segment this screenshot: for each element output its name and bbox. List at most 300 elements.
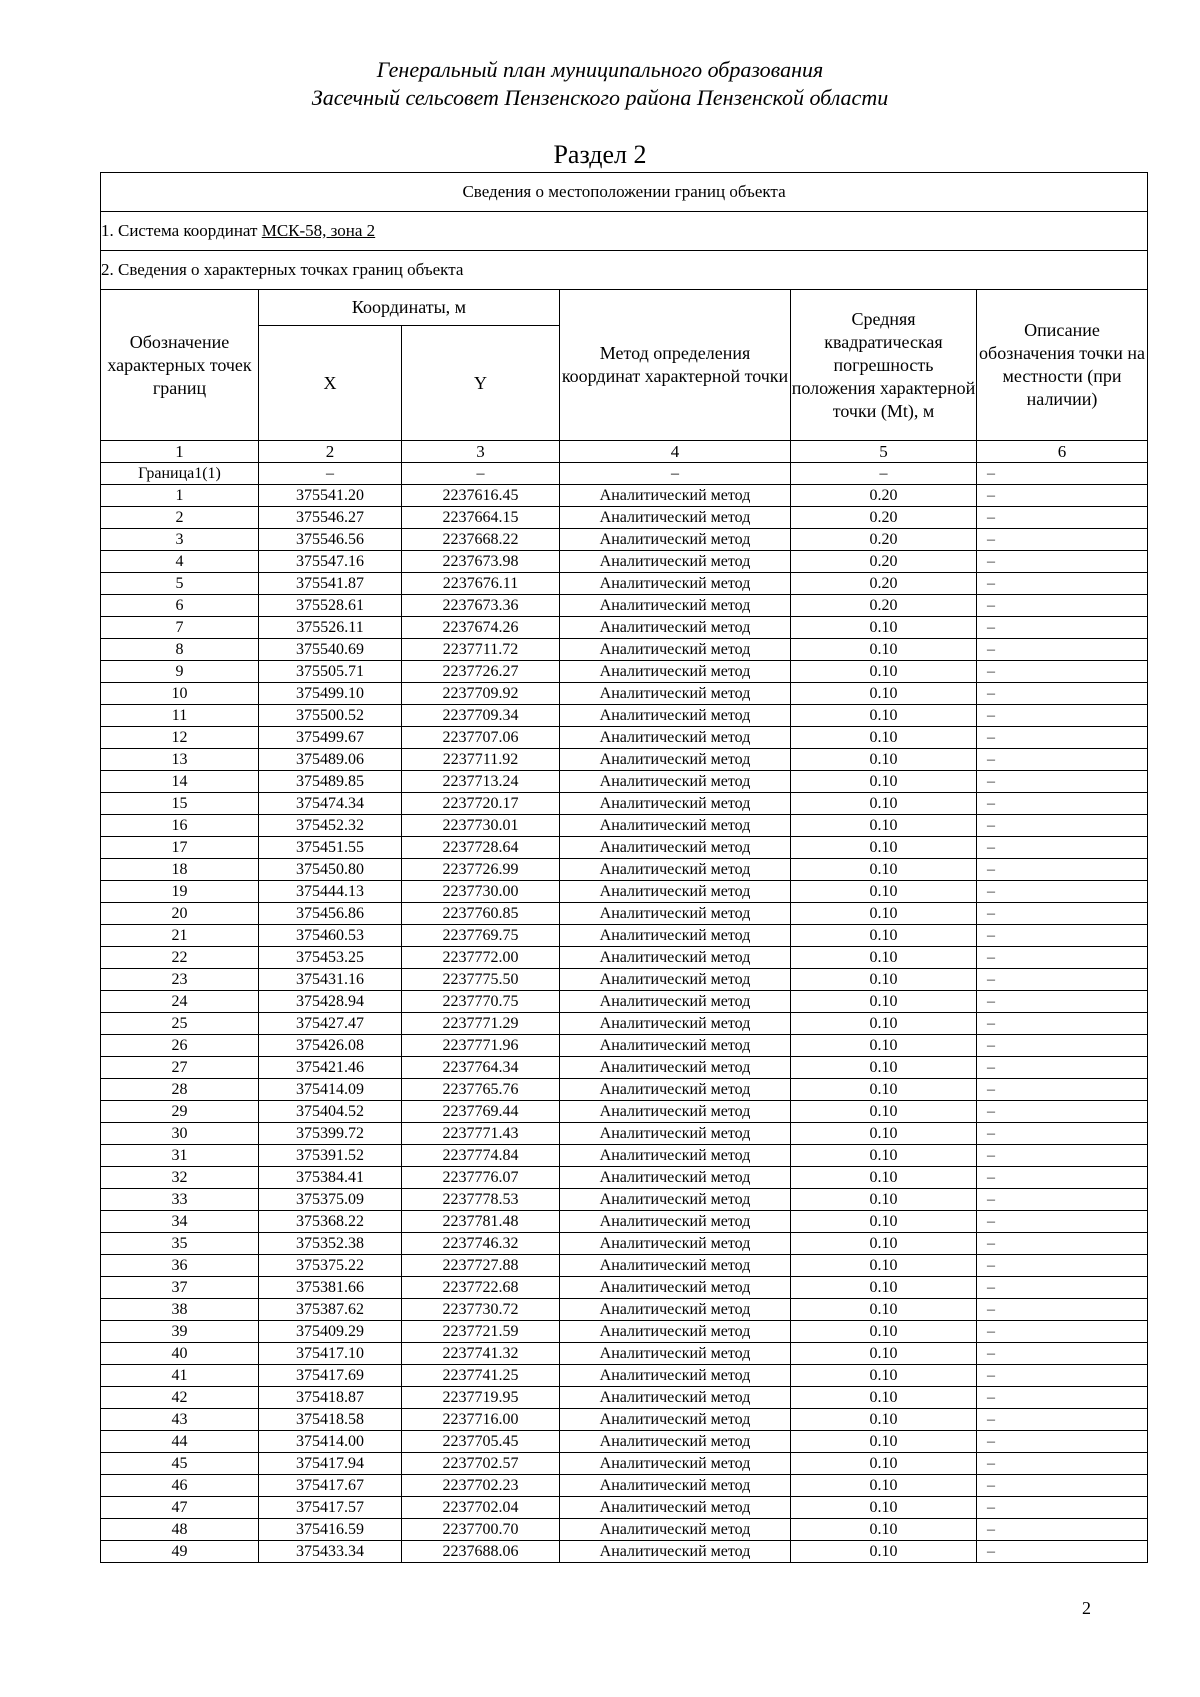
accuracy-cell: 0.10 — [791, 1255, 977, 1277]
method-cell: Аналитический метод — [560, 1123, 791, 1145]
description-cell: – — [977, 749, 1148, 771]
table-row — [101, 1343, 1148, 1365]
method-cell: Аналитический метод — [560, 793, 791, 815]
table-row — [101, 1321, 1148, 1343]
accuracy-cell: 0.10 — [791, 793, 977, 815]
table-row — [101, 815, 1148, 837]
accuracy-cell: 0.20 — [791, 529, 977, 551]
coordinate-y: 2237664.15 — [402, 507, 560, 529]
description-cell: – — [977, 925, 1148, 947]
point-number: 27 — [101, 1057, 259, 1079]
coordinate-y: 2237776.07 — [402, 1167, 560, 1189]
coordinate-y: 2237702.04 — [402, 1497, 560, 1519]
accuracy-cell: 0.10 — [791, 1343, 977, 1365]
coordinate-x: 375526.11 — [259, 617, 402, 639]
point-number: 4 — [101, 551, 259, 573]
boundary-dash: – — [259, 463, 402, 485]
table-row — [101, 859, 1148, 881]
point-number: 6 — [101, 595, 259, 617]
column-number: 2 — [259, 441, 402, 463]
coordinate-x: 375489.85 — [259, 771, 402, 793]
method-cell: Аналитический метод — [560, 1541, 791, 1563]
table-row — [101, 1277, 1148, 1299]
accuracy-cell: 0.10 — [791, 815, 977, 837]
coordinate-x: 375418.58 — [259, 1409, 402, 1431]
table-row — [101, 507, 1148, 529]
point-number: 36 — [101, 1255, 259, 1277]
table-row — [101, 881, 1148, 903]
coordinate-y: 2237730.72 — [402, 1299, 560, 1321]
point-number: 29 — [101, 1101, 259, 1123]
table-row — [101, 1145, 1148, 1167]
table-row — [101, 947, 1148, 969]
coordinate-y: 2237716.00 — [402, 1409, 560, 1431]
accuracy-cell: 0.10 — [791, 1101, 977, 1123]
point-number: 8 — [101, 639, 259, 661]
table-row — [101, 1079, 1148, 1101]
table-row — [101, 683, 1148, 705]
description-cell: – — [977, 639, 1148, 661]
table-row — [101, 925, 1148, 947]
description-cell: – — [977, 1519, 1148, 1541]
boundary-dash: – — [791, 463, 977, 485]
coordinate-y: 2237719.95 — [402, 1387, 560, 1409]
points-caption: 2. Сведения о характерных точках границ объекта — [101, 251, 1148, 290]
method-cell: Аналитический метод — [560, 1519, 791, 1541]
accuracy-cell: 0.10 — [791, 1277, 977, 1299]
coordinate-y: 2237722.68 — [402, 1277, 560, 1299]
description-cell: – — [977, 771, 1148, 793]
point-number: 16 — [101, 815, 259, 837]
coordinate-y: 2237700.70 — [402, 1519, 560, 1541]
coordinate-x: 375418.87 — [259, 1387, 402, 1409]
point-number: 45 — [101, 1453, 259, 1475]
coordinate-y: 2237764.34 — [402, 1057, 560, 1079]
coordinate-x: 375427.47 — [259, 1013, 402, 1035]
accuracy-cell: 0.10 — [791, 1519, 977, 1541]
coordinate-y: 2237720.17 — [402, 793, 560, 815]
description-cell: – — [977, 1497, 1148, 1519]
accuracy-cell: 0.20 — [791, 551, 977, 573]
coordinate-y: 2237769.75 — [402, 925, 560, 947]
accuracy-cell: 0.10 — [791, 1299, 977, 1321]
accuracy-cell: 0.20 — [791, 573, 977, 595]
coordinate-y: 2237727.88 — [402, 1255, 560, 1277]
table-row — [101, 1299, 1148, 1321]
table-row — [101, 793, 1148, 815]
point-number: 15 — [101, 793, 259, 815]
method-cell: Аналитический метод — [560, 771, 791, 793]
table-row — [101, 485, 1148, 507]
point-number: 9 — [101, 661, 259, 683]
header-designation: Обозначение характерных точек границ — [101, 290, 259, 441]
description-cell: – — [977, 1431, 1148, 1453]
description-cell: – — [977, 969, 1148, 991]
coordinate-y: 2237713.24 — [402, 771, 560, 793]
coordinate-y: 2237771.43 — [402, 1123, 560, 1145]
coordinate-y: 2237769.44 — [402, 1101, 560, 1123]
description-cell: – — [977, 859, 1148, 881]
coordinate-y: 2237702.23 — [402, 1475, 560, 1497]
header-line-1: Генеральный план муниципального образования — [376, 57, 824, 82]
description-cell: – — [977, 815, 1148, 837]
accuracy-cell: 0.10 — [791, 1167, 977, 1189]
method-cell: Аналитический метод — [560, 1453, 791, 1475]
accuracy-cell: 0.10 — [791, 1541, 977, 1563]
coordinate-y: 2237711.92 — [402, 749, 560, 771]
column-number: 3 — [402, 441, 560, 463]
table-caption: Сведения о местоположении границ объекта — [101, 173, 1148, 212]
accuracy-cell: 0.10 — [791, 859, 977, 881]
method-cell: Аналитический метод — [560, 925, 791, 947]
description-cell: – — [977, 1277, 1148, 1299]
coordinate-x: 375375.09 — [259, 1189, 402, 1211]
table-row — [101, 1233, 1148, 1255]
coordinate-x: 375417.10 — [259, 1343, 402, 1365]
description-cell: – — [977, 1299, 1148, 1321]
point-number: 49 — [101, 1541, 259, 1563]
coordinate-x: 375444.13 — [259, 881, 402, 903]
coordinate-y: 2237760.85 — [402, 903, 560, 925]
method-cell: Аналитический метод — [560, 1255, 791, 1277]
description-cell: – — [977, 1035, 1148, 1057]
table-row — [101, 1453, 1148, 1475]
description-cell: – — [977, 1101, 1148, 1123]
accuracy-cell: 0.10 — [791, 1035, 977, 1057]
description-cell: – — [977, 507, 1148, 529]
accuracy-cell: 0.10 — [791, 1321, 977, 1343]
method-cell: Аналитический метод — [560, 1431, 791, 1453]
table-row — [101, 595, 1148, 617]
coordinate-x: 375417.69 — [259, 1365, 402, 1387]
description-cell: – — [977, 991, 1148, 1013]
table-row — [101, 1123, 1148, 1145]
point-number: 40 — [101, 1343, 259, 1365]
header-method: Метод определения координат характерной точки — [560, 290, 791, 441]
table-row — [101, 1431, 1148, 1453]
header-y: Y — [402, 326, 560, 441]
point-number: 18 — [101, 859, 259, 881]
point-number: 21 — [101, 925, 259, 947]
method-cell: Аналитический метод — [560, 1101, 791, 1123]
coordinate-x: 375541.87 — [259, 573, 402, 595]
table-row — [101, 727, 1148, 749]
coordinate-x: 375546.27 — [259, 507, 402, 529]
accuracy-cell: 0.10 — [791, 1497, 977, 1519]
accuracy-cell: 0.10 — [791, 1145, 977, 1167]
method-cell: Аналитический метод — [560, 1189, 791, 1211]
table-row — [101, 1101, 1148, 1123]
point-number: 13 — [101, 749, 259, 771]
method-cell: Аналитический метод — [560, 749, 791, 771]
coordinate-y: 2237726.27 — [402, 661, 560, 683]
accuracy-cell: 0.10 — [791, 749, 977, 771]
point-number: 42 — [101, 1387, 259, 1409]
accuracy-cell: 0.10 — [791, 1475, 977, 1497]
coordinate-y: 2237730.00 — [402, 881, 560, 903]
description-cell: – — [977, 1475, 1148, 1497]
point-number: 43 — [101, 1409, 259, 1431]
coordinate-x: 375404.52 — [259, 1101, 402, 1123]
method-cell: Аналитический метод — [560, 1057, 791, 1079]
point-number: 3 — [101, 529, 259, 551]
boundary-row — [101, 463, 1148, 485]
point-number: 1 — [101, 485, 259, 507]
coordinate-y: 2237702.57 — [402, 1453, 560, 1475]
description-cell: – — [977, 683, 1148, 705]
table-row — [101, 1409, 1148, 1431]
coordinate-y: 2237778.53 — [402, 1189, 560, 1211]
accuracy-cell: 0.10 — [791, 1189, 977, 1211]
coordinate-x: 375431.16 — [259, 969, 402, 991]
accuracy-cell: 0.10 — [791, 1409, 977, 1431]
point-number: 35 — [101, 1233, 259, 1255]
description-cell: – — [977, 1343, 1148, 1365]
accuracy-cell: 0.10 — [791, 1057, 977, 1079]
method-cell: Аналитический метод — [560, 881, 791, 903]
description-cell: – — [977, 1123, 1148, 1145]
coordinate-x: 375540.69 — [259, 639, 402, 661]
coordinate-x: 375391.52 — [259, 1145, 402, 1167]
method-cell: Аналитический метод — [560, 1409, 791, 1431]
table-row — [101, 903, 1148, 925]
accuracy-cell: 0.10 — [791, 969, 977, 991]
method-cell: Аналитический метод — [560, 551, 791, 573]
description-cell: – — [977, 1453, 1148, 1475]
table-row — [101, 1167, 1148, 1189]
accuracy-cell: 0.10 — [791, 683, 977, 705]
column-number: 5 — [791, 441, 977, 463]
coordinate-x: 375384.41 — [259, 1167, 402, 1189]
coordinate-system-value: МСК-58, зона 2 — [261, 221, 376, 240]
table-row — [101, 991, 1148, 1013]
coordinate-x: 375489.06 — [259, 749, 402, 771]
method-cell: Аналитический метод — [560, 639, 791, 661]
method-cell: Аналитический метод — [560, 507, 791, 529]
column-number: 6 — [977, 441, 1148, 463]
accuracy-cell: 0.10 — [791, 705, 977, 727]
coordinate-x: 375414.09 — [259, 1079, 402, 1101]
description-cell: – — [977, 705, 1148, 727]
point-number: 25 — [101, 1013, 259, 1035]
point-number: 23 — [101, 969, 259, 991]
accuracy-cell: 0.10 — [791, 991, 977, 1013]
description-cell: – — [977, 1365, 1148, 1387]
description-cell: – — [977, 1541, 1148, 1563]
coordinate-y: 2237688.06 — [402, 1541, 560, 1563]
method-cell: Аналитический метод — [560, 1167, 791, 1189]
description-cell: – — [977, 529, 1148, 551]
coordinate-y: 2237771.29 — [402, 1013, 560, 1035]
coordinate-x: 375460.53 — [259, 925, 402, 947]
method-cell: Аналитический метод — [560, 815, 791, 837]
table-row — [101, 1013, 1148, 1035]
description-cell: – — [977, 881, 1148, 903]
method-cell: Аналитический метод — [560, 1321, 791, 1343]
method-cell: Аналитический метод — [560, 1365, 791, 1387]
point-number: 14 — [101, 771, 259, 793]
coordinate-y: 2237771.96 — [402, 1035, 560, 1057]
accuracy-cell: 0.10 — [791, 1453, 977, 1475]
table-row — [101, 837, 1148, 859]
point-number: 41 — [101, 1365, 259, 1387]
table-row — [101, 1475, 1148, 1497]
point-number: 5 — [101, 573, 259, 595]
coordinate-y: 2237774.84 — [402, 1145, 560, 1167]
coordinate-y: 2237775.50 — [402, 969, 560, 991]
point-number: 48 — [101, 1519, 259, 1541]
description-cell: – — [977, 1189, 1148, 1211]
description-cell: – — [977, 837, 1148, 859]
section-title: Раздел 2 — [553, 140, 647, 169]
table-row — [101, 1211, 1148, 1233]
method-cell: Аналитический метод — [560, 595, 791, 617]
accuracy-cell: 0.10 — [791, 881, 977, 903]
coordinate-x: 375368.22 — [259, 1211, 402, 1233]
coordinate-x: 375499.67 — [259, 727, 402, 749]
coordinate-y: 2237673.36 — [402, 595, 560, 617]
description-cell: – — [977, 595, 1148, 617]
description-cell: – — [977, 1145, 1148, 1167]
coordinate-x: 375352.38 — [259, 1233, 402, 1255]
coordinate-x: 375417.57 — [259, 1497, 402, 1519]
table-row — [101, 1035, 1148, 1057]
coordinate-x: 375456.86 — [259, 903, 402, 925]
coordinate-x: 375428.94 — [259, 991, 402, 1013]
method-cell: Аналитический метод — [560, 661, 791, 683]
accuracy-cell: 0.20 — [791, 485, 977, 507]
coordinate-y: 2237721.59 — [402, 1321, 560, 1343]
accuracy-cell: 0.10 — [791, 1123, 977, 1145]
description-cell: – — [977, 1321, 1148, 1343]
table-row — [101, 551, 1148, 573]
point-number: 38 — [101, 1299, 259, 1321]
boundary-dash: – — [560, 463, 791, 485]
method-cell: Аналитический метод — [560, 1277, 791, 1299]
method-cell: Аналитический метод — [560, 727, 791, 749]
accuracy-cell: 0.10 — [791, 617, 977, 639]
method-cell: Аналитический метод — [560, 1013, 791, 1035]
table-row — [101, 1541, 1148, 1563]
description-cell: – — [977, 1387, 1148, 1409]
coordinate-y: 2237707.06 — [402, 727, 560, 749]
description-cell: – — [977, 947, 1148, 969]
boundary-dash: – — [402, 463, 560, 485]
coordinate-y: 2237616.45 — [402, 485, 560, 507]
coordinate-x: 375414.00 — [259, 1431, 402, 1453]
point-number: 22 — [101, 947, 259, 969]
coordinate-x: 375387.62 — [259, 1299, 402, 1321]
coordinate-x: 375546.56 — [259, 529, 402, 551]
coordinate-y: 2237726.99 — [402, 859, 560, 881]
table-row — [101, 969, 1148, 991]
coordinate-x: 375375.22 — [259, 1255, 402, 1277]
coordinate-x: 375474.34 — [259, 793, 402, 815]
point-number: 2 — [101, 507, 259, 529]
method-cell: Аналитический метод — [560, 859, 791, 881]
description-cell: – — [977, 1233, 1148, 1255]
coordinate-y: 2237709.34 — [402, 705, 560, 727]
table-row — [101, 749, 1148, 771]
accuracy-cell: 0.10 — [791, 1431, 977, 1453]
accuracy-cell: 0.20 — [791, 507, 977, 529]
coordinate-x: 375409.29 — [259, 1321, 402, 1343]
coordinate-y: 2237676.11 — [402, 573, 560, 595]
point-number: 19 — [101, 881, 259, 903]
accuracy-cell: 0.10 — [791, 771, 977, 793]
coordinate-y: 2237728.64 — [402, 837, 560, 859]
accuracy-cell: 0.10 — [791, 925, 977, 947]
page-number: 2 — [1082, 1598, 1091, 1618]
point-number: 12 — [101, 727, 259, 749]
coordinate-y: 2237668.22 — [402, 529, 560, 551]
description-cell: – — [977, 1013, 1148, 1035]
boundary-dash: – — [977, 463, 1148, 485]
header-coordinates: Координаты, м — [259, 290, 560, 326]
method-cell: Аналитический метод — [560, 1497, 791, 1519]
method-cell: Аналитический метод — [560, 947, 791, 969]
table-row — [101, 771, 1148, 793]
accuracy-cell: 0.10 — [791, 1079, 977, 1101]
column-number: 4 — [560, 441, 791, 463]
point-number: 11 — [101, 705, 259, 727]
point-number: 30 — [101, 1123, 259, 1145]
coordinate-x: 375426.08 — [259, 1035, 402, 1057]
point-number: 17 — [101, 837, 259, 859]
method-cell: Аналитический метод — [560, 529, 791, 551]
table-row — [101, 1497, 1148, 1519]
coordinate-y: 2237711.72 — [402, 639, 560, 661]
table-row — [101, 661, 1148, 683]
point-number: 10 — [101, 683, 259, 705]
coordinate-y: 2237709.92 — [402, 683, 560, 705]
method-cell: Аналитический метод — [560, 991, 791, 1013]
description-cell: – — [977, 573, 1148, 595]
coordinate-y: 2237746.32 — [402, 1233, 560, 1255]
accuracy-cell: 0.10 — [791, 1387, 977, 1409]
method-cell: Аналитический метод — [560, 969, 791, 991]
coordinate-y: 2237730.01 — [402, 815, 560, 837]
boundary-name: Граница1(1) — [101, 463, 259, 485]
coordinate-x: 375416.59 — [259, 1519, 402, 1541]
description-cell: – — [977, 1057, 1148, 1079]
coordinate-x: 375499.10 — [259, 683, 402, 705]
method-cell: Аналитический метод — [560, 683, 791, 705]
coordinate-x: 375399.72 — [259, 1123, 402, 1145]
point-number: 46 — [101, 1475, 259, 1497]
point-number: 32 — [101, 1167, 259, 1189]
table-row — [101, 1057, 1148, 1079]
coordinate-x: 375450.80 — [259, 859, 402, 881]
coordinate-x: 375528.61 — [259, 595, 402, 617]
coordinate-x: 375381.66 — [259, 1277, 402, 1299]
method-cell: Аналитический метод — [560, 1299, 791, 1321]
method-cell: Аналитический метод — [560, 1145, 791, 1167]
accuracy-cell: 0.10 — [791, 639, 977, 661]
method-cell: Аналитический метод — [560, 1079, 791, 1101]
document-header — [0, 56, 1200, 112]
point-number: 7 — [101, 617, 259, 639]
method-cell: Аналитический метод — [560, 1343, 791, 1365]
method-cell: Аналитический метод — [560, 573, 791, 595]
coordinate-x: 375505.71 — [259, 661, 402, 683]
method-cell: Аналитический метод — [560, 705, 791, 727]
table-row — [101, 1387, 1148, 1409]
description-cell: – — [977, 1167, 1148, 1189]
table-row — [101, 639, 1148, 661]
method-cell: Аналитический метод — [560, 1387, 791, 1409]
accuracy-cell: 0.10 — [791, 1233, 977, 1255]
